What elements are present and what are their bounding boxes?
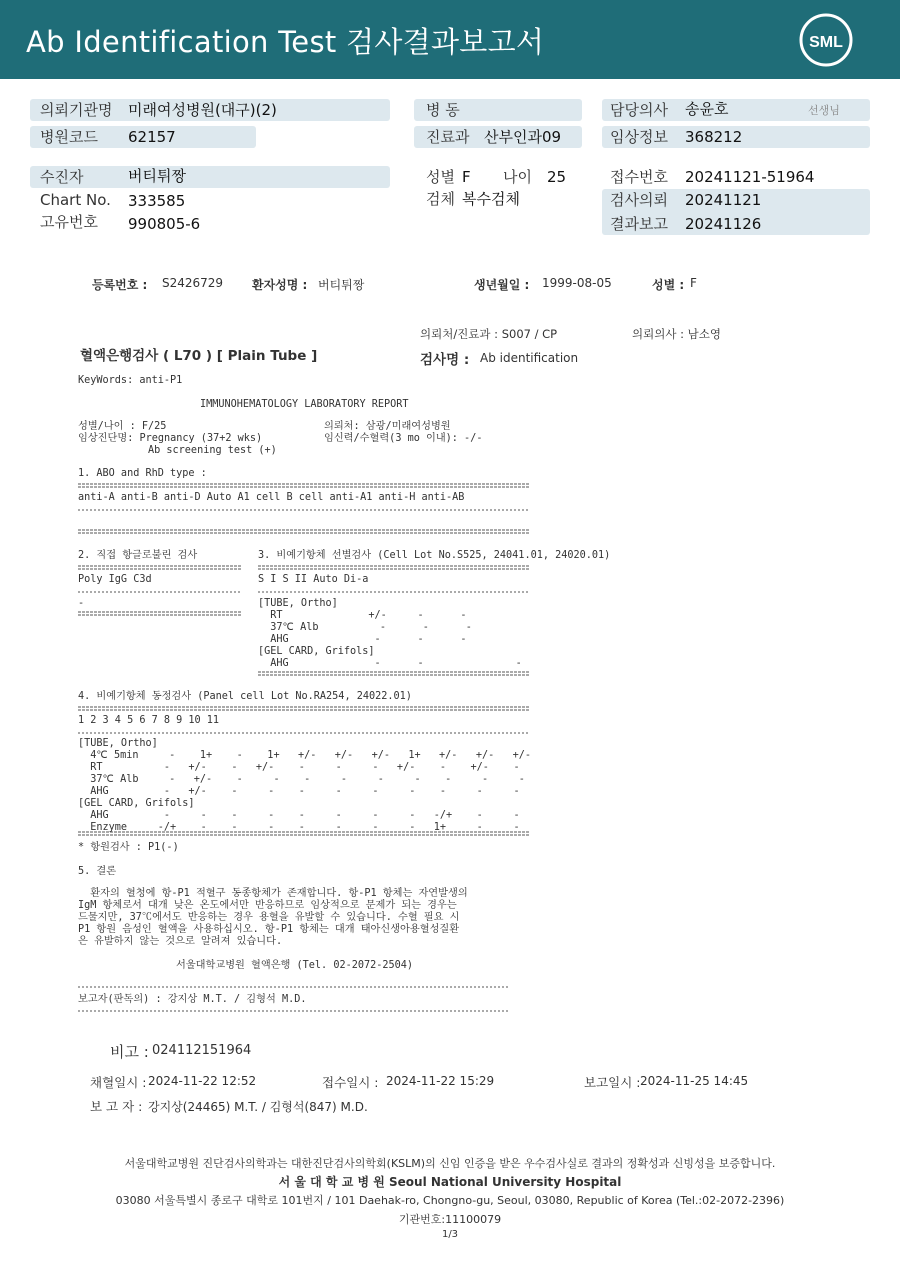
reporter-label: 보 고 자 : xyxy=(90,1099,143,1114)
dept-label: 진료과 xyxy=(426,128,470,146)
pregnancy: 임신력/수혈력(3 mo 이내): -/- xyxy=(324,433,483,444)
reporter-value: 강지상(24465) M.T. / 김형석(847) M.D. xyxy=(148,1100,368,1114)
institution-value: 미래여성병원(대구)(2) xyxy=(128,101,277,119)
conclusion xyxy=(78,888,468,948)
diagnosis2: Ab screening test (+) xyxy=(148,445,277,456)
sec4-title: 4. 비예기항체 동정검사 (Panel cell Lot No.RA254, 24022.01) xyxy=(78,691,412,702)
dob-label: 생년월일 : xyxy=(474,278,530,292)
report-label: 결과보고 xyxy=(610,215,668,233)
collect-label: 채혈일시 : xyxy=(90,1075,147,1090)
ward-label: 병 동 xyxy=(426,101,460,119)
scan-sex-value: F xyxy=(690,276,697,290)
sec4-row: 37℃ Alb - +/- - - - - - - - - - xyxy=(78,774,525,785)
sec4-row: AHG - - - - - - - - -/+ - - xyxy=(78,810,520,821)
chart-label: Chart No. xyxy=(40,191,111,209)
sec3-row: AHG - - - xyxy=(258,634,467,645)
sec4-row: AHG - +/- - - - - - - - - - xyxy=(78,786,520,797)
dob-value: 1999-08-05 xyxy=(542,276,612,290)
receipt-no-value: 20241121-51964 xyxy=(685,168,815,186)
test-name-label: 검사명 : xyxy=(420,352,470,368)
sec3-row: [GEL CARD, Grifols] xyxy=(258,646,375,657)
hospital-address: 03080 서울특별시 종로구 대학로 101번지 / 101 Daehak-ro, Chongno-gu, Seoul, 03080, Republic of Korea (Tel.:02-2072-2396) xyxy=(115,1194,785,1207)
sec5-title: 5. 결론 xyxy=(78,866,117,877)
patient-row xyxy=(30,166,390,188)
patient-label: 수진자 xyxy=(40,168,84,186)
specimen-label: 검체 xyxy=(426,190,455,208)
receipt-label: 접수일시 : xyxy=(322,1075,379,1090)
sex-age: 성별/나이 : F/25 xyxy=(78,421,167,432)
sec3-row: RT +/- - - xyxy=(258,610,467,621)
specimen-value: 복수검체 xyxy=(462,190,520,208)
conclusion-line: 환자의 혈청에 항-P1 적혈구 동종항체가 존재합니다. 항-P1 항체는 자연발생의 xyxy=(78,888,468,899)
sex-label: 성별 xyxy=(426,168,455,186)
req-doctor: 의뢰의사 : 남소영 xyxy=(632,327,721,341)
report-value: 20241126 xyxy=(685,215,762,233)
reg-label: 등록번호 : xyxy=(92,278,148,292)
cert-statement: 서울대학교병원 진단검사의학과는 대한진단검사의학회(KSLM)의 신임 인증을 받은 우수검사실로 결과의 정확성과 신빙성을 보증합니다. xyxy=(124,1157,776,1170)
sec3-title: 3. 비예기항체 선별검사 (Cell Lot No.S525, 24041.01, 24020.01) xyxy=(258,550,611,561)
reporter: 보고자(판독의) : 강지상 M.T. / 김형석 M.D. xyxy=(78,994,307,1005)
antigen-test: * 항원검사 : P1(-) xyxy=(78,842,179,853)
sec4-row: [TUBE, Ortho] xyxy=(78,738,158,749)
sec3-cols: S I S II Auto Di-a xyxy=(258,574,369,585)
institution-label: 의뢰기관명 xyxy=(40,101,113,119)
scan-sex-label: 성별 : xyxy=(652,278,685,292)
doctor-suffix: 선생님 xyxy=(808,104,840,117)
req-dept: 의뢰처/진료과 : S007 / CP xyxy=(420,327,558,341)
dept-value: 산부인과09 xyxy=(484,128,562,146)
sml-logo xyxy=(798,12,854,68)
logo-text: SML xyxy=(809,34,843,51)
name-value: 버티튀짱 xyxy=(318,278,365,292)
sec2-rules xyxy=(78,562,242,622)
request-label: 검사의뢰 xyxy=(610,191,668,209)
request-value: 20241121 xyxy=(685,191,762,209)
test-name-value: Ab identification xyxy=(480,351,579,365)
conclusion-line: 드물지만, 37℃에서도 반응하는 경우 용혈을 유발할 수 있습니다. 수혈 필요 시 xyxy=(78,912,460,923)
sec2-cols: Poly IgG C3d xyxy=(78,574,152,585)
requester: 의뢰처: 삼광/미래여성병원 xyxy=(324,421,451,432)
sec4-row: Enzyme -/+ - - - - - - - 1+ - - xyxy=(78,822,520,833)
sec4-row: [GEL CARD, Grifols] xyxy=(78,798,195,809)
sec3-row: [TUBE, Ortho] xyxy=(258,598,338,609)
report-time-value: 2024-11-25 14:45 xyxy=(640,1074,749,1088)
clinical-label: 임상정보 xyxy=(610,128,668,146)
conclusion-line: P1 항원 음성인 혈액을 사용하십시오. 항-P1 항체는 대개 태아신생아용혈성질환 xyxy=(78,924,460,935)
receipt-no-label: 접수번호 xyxy=(610,168,668,186)
sex-value: F xyxy=(462,168,471,186)
patient-value: 버티튀짱 xyxy=(128,167,186,185)
receipt-value: 2024-11-22 15:29 xyxy=(386,1074,495,1088)
clinical-value: 368212 xyxy=(685,128,743,146)
collect-value: 2024-11-22 12:52 xyxy=(148,1074,257,1088)
remark-value: 024112151964 xyxy=(152,1043,252,1058)
sec1-title: 1. ABO and RhD type : xyxy=(78,468,207,479)
keywords: KeyWords: anti-P1 xyxy=(78,375,183,386)
diagnosis: 임상진단명: Pregnancy (37+2 wks) xyxy=(78,433,263,444)
sec1-cols: anti-A anti-B anti-D Auto A1 cell B cell anti-A1 anti-H anti-AB xyxy=(78,492,465,503)
doctor-value: 송윤호 xyxy=(685,100,729,118)
sec3-row: AHG - - - xyxy=(258,658,522,669)
uid-label: 고유번호 xyxy=(40,213,98,231)
test-group: 혈액은행검사 ( L70 ) [ Plain Tube ] xyxy=(80,348,318,364)
sec2-value: - xyxy=(78,598,85,609)
uid-value: 990805-6 xyxy=(128,215,201,233)
sec4-row: RT - +/- - +/- - - - +/- - +/- - xyxy=(78,762,520,773)
header-band xyxy=(0,0,900,79)
report-title: Ab Identification Test 검사결과보고서 xyxy=(26,25,545,59)
reg-value: S2426729 xyxy=(162,276,224,290)
hospital-code-label: 병원코드 xyxy=(40,128,98,146)
sec3-table xyxy=(258,598,522,670)
sec4-table xyxy=(78,738,531,834)
remark-label: 비고 : xyxy=(110,1043,149,1061)
lab-title: IMMUNOHEMATOLOGY LABORATORY REPORT xyxy=(200,399,409,410)
age-value: 25 xyxy=(547,168,567,186)
page-number: 1/3 xyxy=(441,1229,459,1240)
hospital-name: 서 울 대 학 교 병 원 Seoul National University Hospital xyxy=(278,1175,622,1189)
org-code: 기관번호:11100079 xyxy=(398,1213,502,1226)
chart-value: 333585 xyxy=(128,192,186,210)
sec4-cols: 1 2 3 4 5 6 7 8 9 10 11 xyxy=(78,715,220,726)
conclusion-line: 은 유발하지 않는 것으로 알려져 있습니다. xyxy=(78,936,283,947)
sec4-row: 4℃ 5min - 1+ - 1+ +/- +/- +/- 1+ +/- +/- +/- xyxy=(78,750,532,761)
report-time-label: 보고일시 : xyxy=(584,1075,641,1090)
sec1-rules xyxy=(78,480,530,540)
bloodbank: 서울대학교병원 혈액은행 (Tel. 02-2072-2504) xyxy=(176,960,414,971)
hospital-code-value: 62157 xyxy=(128,128,176,146)
sec3-row: 37℃ Alb - - - xyxy=(258,622,472,633)
sec2-title: 2. 직접 항글로불린 검사 xyxy=(78,550,198,561)
conclusion-line: IgM 항체로서 대개 낮은 온도에서만 반응하므로 임상적으로 문제가 되는 경우는 xyxy=(78,900,457,911)
age-label: 나이 xyxy=(503,168,532,186)
doctor-label: 담당의사 xyxy=(610,101,668,119)
name-label: 환자성명 : xyxy=(252,278,308,292)
